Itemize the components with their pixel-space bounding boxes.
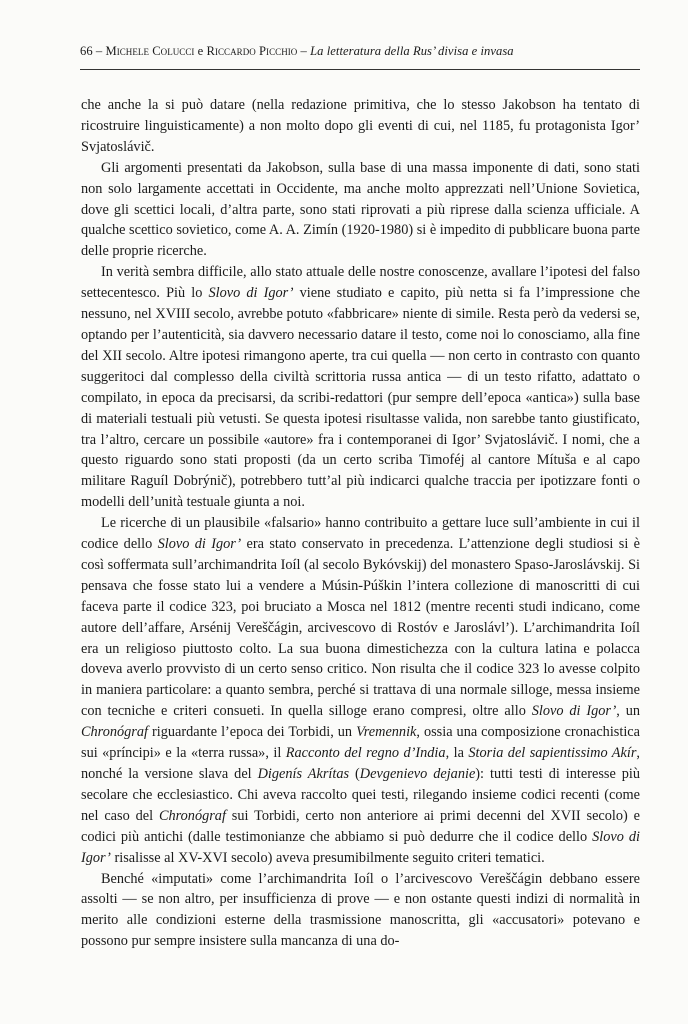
text-run: ( [349,766,360,782]
text-run: ): tutti testi di interesse più secolare che ecclesiastico. Chi aveva raccolto quei testi, rilegando insieme codici recenti (come nel caso del [81,766,641,824]
text-run: sui Torbidi, certo non anteriore ai primi decenni del XVII secolo) e codici più antichi (dalle testimonianze che abbiamo si può dedurre che il codice dello [81,807,641,845]
text-run: , un [616,703,641,720]
text-run: Benché «imputati» come l’archimandrita Ioíl o l’arcivescovo Vereščágin debbano essere assolti — se non altro, per insufficienza di prove — e non ostante questi indizi di normalità in merito alle condizioni esterne della trasmissione manoscritta, gli «accusatori» potevano e possono pur sempre insistere sulla mancanza di una do- [81,870,640,950]
italic-title: Digenís Akrítas [257,766,350,782]
paragraph-2 [81,158,640,263]
header-conjunction: e [194,44,207,58]
body-text [81,95,640,952]
text-run: , nonché la versione slava del [81,745,640,782]
italic-title: Devgenievo dejanie [359,766,476,782]
italic-title: Slovo di Igor’ [531,703,617,720]
paragraph-4 [81,513,640,868]
header-book-title: La letteratura della Rus’ divisa e invasa [310,44,514,58]
italic-title: Chronógraf [81,724,148,741]
text-run: Gli argomenti presentati da Jakobson, sulla base di una massa imponente di dati, sono stati non solo largamente accettati in Occidente, ma anche molto apprezzati nell’Unione Sovietica, dove gli scettici locali, d’altra parte, sono stati riprovati a più riprese dalla scienza ufficiale. A qualche scettico sovietico, come A. A. Zimín (1920-1980) si è impedito di pubblicare buona parte delle proprie ricerche. [81,159,640,260]
italic-title: Slovo di Igor’ [81,828,640,866]
text-run: che anche la si può datare (nella redazione primitiva, che lo stesso Jakobson ha tentato di ricostruire linguisticamente) a non molto dopo gli eventi di cui, nel 1185, fu protagonista Igor’ Svjatoslávič. [81,97,640,155]
page-number: 66 [80,44,93,58]
italic-title: Chronógraf [158,807,226,824]
text-run: era stato conservato in precedenza. L’attenzione degli studiosi si è così soffermata sull’archimandrita Ioíl (al secolo Bykóvskij) del monastero Spaso-Jaroslávskij. Si pensava che fosse stato lui a vendere a Músin-Púškin l’intera collezione di manoscritti di cui faceva parte il codice 323, poi bruciato a Mosca nel 1812 (mentre recenti studi indicano, come autore dell’affare, Arsénij Vereščágin, arcivescovo di Rostóv e Jaroslávl’). L’archimandrita Ioíl era un religioso piuttosto colto. La sua buona dimestichezza con la cultura latina e polacca doveva averlo provvisto di un certo senso critico. Non risulta che il codice 323 lo avesse colpito in maniera particolare: a quanto sembra, perché si trattava di una normale silloge, messa insieme con tecniche e criteri consueti. In quella silloge erano compresi, oltre allo [81,536,641,720]
italic-title: Vremennik [356,724,417,741]
text-run: riguardante l’epoca dei Torbidi, un [148,724,357,741]
text-run: viene studiato e capito, più netta si fa l’impressione che nessuno, nel XVIII secolo, avrebbe potuto «fabbricare» niente di simile. Resta però da vedersi se, optando per l’autenticità, sia davvero necessario datare il testo, come noi lo conosciamo, alla fine del XII secolo. Altre ipotesi rimangono aperte, tra cui quella — non certo in contrasto con quanto suggeritoci dal complesso della civiltà scrittoria russa antica — di un testo rifatto, adattato o compilato, in epoca da precisarsi, da scribi-redattori (pur sempre dell’epoca «antica») sulla base di materiali testuali più vetusti. Se questa ipotesi risultasse valida, non sarebbe tanto giustificato, tra l’altro, cercare un possibile «autore» fra i contemporanei di Igor’ Svjatoslávič. I nomi, che a questo riguardo sono stati proposti (da un certo scriba Timoféj al cantore Mítuša e al capo militare Raguíl Dobrýnič), potrebbero tutt’al più indicarci qualche traccia per ipotizzare fonti o modelli dell’unità testuale giunta a noi. [81,285,641,511]
header-author-2: Riccardo Picchio [206,44,298,58]
text-run: Le ricerche di un plausibile «falsario» hanno contribuito a gettare luce sull’ambiente in cui il codice dello [81,515,640,553]
text-run: , ossia una composizione cronachistica sui «príncipi» e la «terra russa», il [81,724,640,762]
header-rule [80,69,640,70]
text-run: , la [445,745,469,762]
paragraph-1 [81,95,640,158]
paragraph-3 [81,262,640,513]
italic-title: Racconto del regno d’India [285,745,446,762]
text-run: risalisse al XV-XVI secolo) aveva presumibilmente seguito criteri tematici. [110,849,545,866]
running-header [80,44,620,59]
paragraph-5 [81,869,640,953]
text-run: In verità sembra difficile, allo stato attuale delle nostre conoscenze, avallare l’ipotesi del falso settecentesco. Più lo [81,264,640,302]
header-separator: – [92,44,106,58]
italic-title: Slovo di Igor’ [157,536,242,553]
italic-title: Storia del sapientissimo Akír [468,745,637,762]
header-author-1: Michele Colucci [105,44,195,58]
header-separator: – [297,44,311,58]
italic-title: Slovo di Igor’ [208,285,294,302]
